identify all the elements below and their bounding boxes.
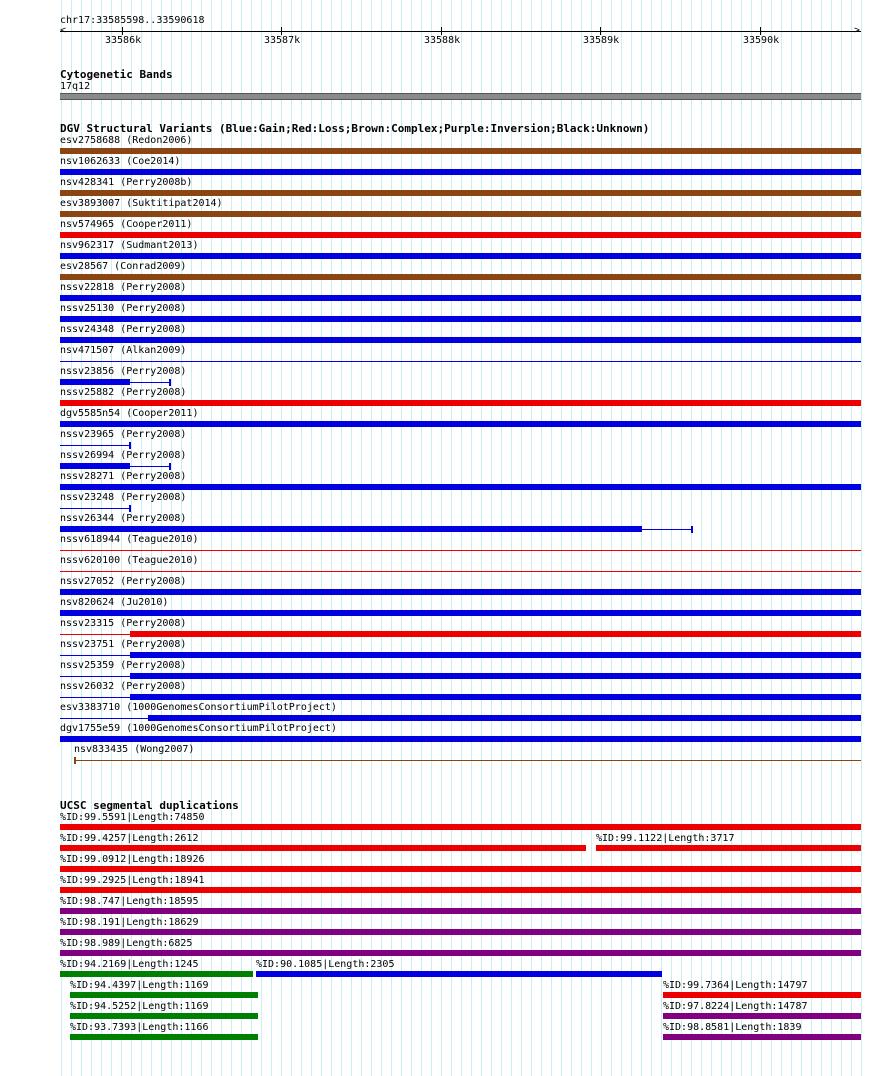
grid-line xyxy=(551,0,552,1076)
dgv-feature-label[interactable]: nsv471507 (Alkan2009) xyxy=(60,345,187,356)
dgv-feature-label[interactable]: nssv22818 (Perry2008) xyxy=(60,282,187,293)
grid-line xyxy=(691,0,692,1076)
segdup-feature-label[interactable]: %ID:98.191|Length:18629 xyxy=(60,917,199,928)
dgv-feature-label[interactable]: nsv428341 (Perry2008b) xyxy=(60,177,193,188)
dgv-feature-bar[interactable] xyxy=(60,400,861,406)
segdup-feature-label[interactable]: %ID:93.7393|Length:1166 xyxy=(70,1022,209,1033)
grid-line xyxy=(541,0,542,1076)
segdup-feature-bar[interactable] xyxy=(596,845,861,851)
grid-line xyxy=(631,0,632,1076)
dgv-feature-label[interactable]: nssv26994 (Perry2008) xyxy=(60,450,187,461)
ruler-location: chr17:33585598..33590618 xyxy=(60,15,205,26)
segdup-feature-label[interactable]: %ID:99.2925|Length:18941 xyxy=(60,875,205,886)
dgv-feature-label[interactable]: nssv25130 (Perry2008) xyxy=(60,303,187,314)
dgv-feature-bar[interactable] xyxy=(60,445,130,446)
dgv-feature-label[interactable]: esv3383710 (1000GenomesConsortiumPilotProject) xyxy=(60,702,337,713)
dgv-feature-bar[interactable] xyxy=(60,361,861,362)
segdup-feature-bar[interactable] xyxy=(60,845,586,851)
dgv-feature-label[interactable]: nssv23248 (Perry2008) xyxy=(60,492,187,503)
cytoband-track-title[interactable]: Cytogenetic Bands xyxy=(60,68,173,81)
dgv-feature-end-cap xyxy=(129,442,131,449)
ruler-tick xyxy=(122,27,123,35)
dgv-feature-label[interactable]: nssv26032 (Perry2008) xyxy=(60,681,187,692)
ruler-tick-label: 33590k xyxy=(743,35,780,46)
segdup-feature-bar[interactable] xyxy=(60,950,861,956)
dgv-feature-bar[interactable] xyxy=(60,736,861,742)
dgv-feature-bar[interactable] xyxy=(60,526,642,532)
dgv-feature-label[interactable]: nssv23751 (Perry2008) xyxy=(60,639,187,650)
dgv-feature-bar[interactable] xyxy=(60,211,861,217)
grid-line xyxy=(801,0,802,1076)
grid-line xyxy=(271,0,272,1076)
grid-line xyxy=(331,0,332,1076)
dgv-feature-label[interactable]: nssv23315 (Perry2008) xyxy=(60,618,187,629)
ruler-tick xyxy=(281,27,282,35)
grid-line xyxy=(571,0,572,1076)
dgv-feature-label[interactable]: nsv962317 (Sudmant2013) xyxy=(60,240,199,251)
segdup-feature-label[interactable]: %ID:98.747|Length:18595 xyxy=(60,896,199,907)
grid-line xyxy=(441,0,442,1076)
grid-line xyxy=(241,0,242,1076)
grid-line xyxy=(731,0,732,1076)
segdup-feature-bar[interactable] xyxy=(70,1034,258,1040)
grid-line xyxy=(291,0,292,1076)
dgv-feature-label[interactable]: esv3893007 (Suktitipat2014) xyxy=(60,198,223,209)
segdup-feature-label[interactable]: %ID:90.1085|Length:2305 xyxy=(256,959,395,970)
grid-line xyxy=(361,0,362,1076)
dgv-feature-bar[interactable] xyxy=(60,484,861,490)
segdup-feature-label[interactable]: %ID:99.7364|Length:14797 xyxy=(663,980,808,991)
grid-line xyxy=(661,0,662,1076)
dgv-feature-label[interactable]: nssv23965 (Perry2008) xyxy=(60,429,187,440)
dgv-feature-label[interactable]: nsv820624 (Ju2010) xyxy=(60,597,169,608)
grid-line xyxy=(811,0,812,1076)
grid-line xyxy=(861,0,862,1076)
dgv-feature-bar[interactable] xyxy=(60,676,130,677)
dgv-feature-bar[interactable] xyxy=(130,652,861,658)
grid-line xyxy=(501,0,502,1076)
dgv-feature-bar[interactable] xyxy=(60,571,861,572)
dgv-feature-label[interactable]: nssv23856 (Perry2008) xyxy=(60,366,187,377)
grid-line xyxy=(821,0,822,1076)
dgv-feature-bar[interactable] xyxy=(60,232,861,238)
cytoband-bar[interactable] xyxy=(60,93,861,100)
segdup-feature-label[interactable]: %ID:99.1122|Length:3717 xyxy=(596,833,735,844)
dgv-feature-bar[interactable] xyxy=(60,169,861,175)
segdup-feature-bar[interactable] xyxy=(70,992,258,998)
grid-line xyxy=(351,0,352,1076)
dgv-feature-bar[interactable] xyxy=(74,760,861,761)
dgv-feature-bar[interactable] xyxy=(130,631,861,637)
dgv-feature-label[interactable]: nssv26344 (Perry2008) xyxy=(60,513,187,524)
dgv-feature-bar[interactable] xyxy=(60,463,130,469)
grid-line xyxy=(221,0,222,1076)
grid-line xyxy=(281,0,282,1076)
dgv-feature-bar[interactable] xyxy=(148,715,861,721)
segdup-feature-bar[interactable] xyxy=(60,887,861,893)
dgv-feature-bar[interactable] xyxy=(60,379,130,385)
ruler-tick xyxy=(760,27,761,35)
segdup-feature-label[interactable]: %ID:99.0912|Length:18926 xyxy=(60,854,205,865)
segdup-feature-label[interactable]: %ID:99.4257|Length:2612 xyxy=(60,833,199,844)
segdup-feature-label[interactable]: %ID:99.5591|Length:74850 xyxy=(60,812,205,823)
dgv-feature-bar[interactable] xyxy=(60,337,861,343)
grid-line xyxy=(401,0,402,1076)
dgv-feature-bar[interactable] xyxy=(130,466,170,467)
segdup-feature-bar[interactable] xyxy=(663,1013,861,1019)
grid-line xyxy=(651,0,652,1076)
ruler-axis xyxy=(60,31,861,32)
dgv-feature-bar[interactable] xyxy=(60,253,861,259)
grid-line xyxy=(601,0,602,1076)
grid-line xyxy=(841,0,842,1076)
grid-line xyxy=(311,0,312,1076)
dgv-feature-label[interactable]: dgv1755e59 (1000GenomesConsortiumPilotProject) xyxy=(60,723,337,734)
grid-line xyxy=(791,0,792,1076)
dgv-feature-bar[interactable] xyxy=(130,382,170,383)
grid-line xyxy=(591,0,592,1076)
dgv-feature-label[interactable]: nssv25882 (Perry2008) xyxy=(60,387,187,398)
dgv-feature-bar[interactable] xyxy=(60,190,861,196)
grid-line xyxy=(761,0,762,1076)
grid-line xyxy=(681,0,682,1076)
grid-line xyxy=(301,0,302,1076)
grid-line xyxy=(581,0,582,1076)
segdup-feature-label[interactable]: %ID:97.8224|Length:14787 xyxy=(663,1001,808,1012)
ruler-tick-label: 33587k xyxy=(264,35,301,46)
segdup-feature-bar[interactable] xyxy=(60,971,253,977)
grid-line xyxy=(831,0,832,1076)
grid-line xyxy=(371,0,372,1076)
ruler-tick-label: 33588k xyxy=(424,35,461,46)
grid-line xyxy=(771,0,772,1076)
grid-line xyxy=(751,0,752,1076)
dgv-feature-end-cap xyxy=(169,463,171,470)
grid-line xyxy=(481,0,482,1076)
grid-line xyxy=(321,0,322,1076)
dgv-feature-bar[interactable] xyxy=(60,634,130,635)
dgv-feature-bar[interactable] xyxy=(60,550,861,551)
dgv-feature-label[interactable]: nssv28271 (Perry2008) xyxy=(60,471,187,482)
dgv-feature-bar[interactable] xyxy=(60,697,130,698)
grid-line xyxy=(611,0,612,1076)
ruler-left-arrow: < xyxy=(60,25,67,36)
segdup-feature-bar[interactable] xyxy=(60,929,861,935)
segdup-feature-label[interactable]: %ID:94.2169|Length:1245 xyxy=(60,959,199,970)
ruler-tick xyxy=(441,27,442,35)
grid-line xyxy=(461,0,462,1076)
ruler-tick-label: 33586k xyxy=(105,35,142,46)
grid-line xyxy=(781,0,782,1076)
dgv-feature-label[interactable]: nssv27052 (Perry2008) xyxy=(60,576,187,587)
dgv-feature-bar[interactable] xyxy=(130,673,861,679)
dgv-feature-label[interactable]: nssv24348 (Perry2008) xyxy=(60,324,187,335)
dgv-feature-bar[interactable] xyxy=(60,610,861,616)
grid-line xyxy=(671,0,672,1076)
grid-line xyxy=(511,0,512,1076)
grid-line xyxy=(721,0,722,1076)
dgv-feature-bar[interactable] xyxy=(130,694,861,700)
segdup-feature-bar[interactable] xyxy=(60,866,861,872)
segdup-feature-bar[interactable] xyxy=(663,992,861,998)
ruler-tick-label: 33589k xyxy=(583,35,620,46)
grid-line xyxy=(341,0,342,1076)
dgv-feature-bar[interactable] xyxy=(642,529,692,530)
segdup-feature-bar[interactable] xyxy=(60,824,861,830)
grid-line xyxy=(411,0,412,1076)
grid-line xyxy=(471,0,472,1076)
segdup-feature-label[interactable]: %ID:98.989|Length:6825 xyxy=(60,938,193,949)
grid-line xyxy=(381,0,382,1076)
dgv-feature-bar[interactable] xyxy=(60,421,861,427)
dgv-feature-label[interactable]: nssv25359 (Perry2008) xyxy=(60,660,187,671)
dgv-feature-label[interactable]: esv28567 (Conrad2009) xyxy=(60,261,187,272)
grid-line xyxy=(231,0,232,1076)
grid-line xyxy=(561,0,562,1076)
grid-line xyxy=(701,0,702,1076)
grid-line xyxy=(211,0,212,1076)
dgv-feature-label[interactable]: nsv833435 (Wong2007) xyxy=(74,744,195,755)
grid-line xyxy=(851,0,852,1076)
segdup-feature-bar[interactable] xyxy=(70,1013,258,1019)
dgv-feature-label[interactable]: nssv618944 (Teague2010) xyxy=(60,534,199,545)
dgv-feature-end-cap xyxy=(169,379,171,386)
dgv-feature-bar[interactable] xyxy=(60,274,861,280)
dgv-feature-bar[interactable] xyxy=(60,148,861,154)
dgv-feature-label[interactable]: nssv620100 (Teague2010) xyxy=(60,555,199,566)
grid-line xyxy=(641,0,642,1076)
dgv-feature-bar[interactable] xyxy=(60,316,861,322)
grid-line xyxy=(391,0,392,1076)
grid-line xyxy=(741,0,742,1076)
segdup-feature-label[interactable]: %ID:94.5252|Length:1169 xyxy=(70,1001,209,1012)
grid-line xyxy=(261,0,262,1076)
grid-line xyxy=(491,0,492,1076)
segdup-feature-label[interactable]: %ID:98.8581|Length:1839 xyxy=(663,1022,802,1033)
grid-line xyxy=(711,0,712,1076)
grid-line xyxy=(421,0,422,1076)
dgv-feature-end-cap xyxy=(129,505,131,512)
dgv-feature-bar[interactable] xyxy=(60,655,130,656)
grid-line xyxy=(251,0,252,1076)
dgv-track-title[interactable]: DGV Structural Variants (Blue:Gain;Red:Loss;Brown:Complex;Purple:Inversion;Black:Unknown) xyxy=(60,122,650,135)
dgv-feature-bar[interactable] xyxy=(60,295,861,301)
grid-line xyxy=(201,0,202,1076)
grid-line xyxy=(451,0,452,1076)
dgv-feature-label[interactable]: dgv5585n54 (Cooper2011) xyxy=(60,408,199,419)
grid-line xyxy=(531,0,532,1076)
segdup-feature-bar[interactable] xyxy=(256,971,662,977)
grid-line xyxy=(431,0,432,1076)
ruler-right-arrow: > xyxy=(854,25,861,36)
dgv-feature-label[interactable]: nsv1062633 (Coe2014) xyxy=(60,156,181,167)
dgv-feature-label[interactable]: esv2758688 (Redon2006) xyxy=(60,135,193,146)
dgv-feature-label[interactable]: nsv574965 (Cooper2011) xyxy=(60,219,193,230)
dgv-feature-start-cap xyxy=(74,757,76,764)
grid-line xyxy=(621,0,622,1076)
segdup-feature-label[interactable]: %ID:94.4397|Length:1169 xyxy=(70,980,209,991)
cytoband-label: 17q12 xyxy=(60,81,91,92)
dgv-feature-end-cap xyxy=(691,526,693,533)
dgv-feature-bar[interactable] xyxy=(60,589,861,595)
segdup-track-title[interactable]: UCSC segmental duplications xyxy=(60,799,239,812)
segdup-feature-bar[interactable] xyxy=(663,1034,861,1040)
grid-line xyxy=(521,0,522,1076)
ruler-tick xyxy=(600,27,601,35)
dgv-feature-bar[interactable] xyxy=(60,718,148,719)
segdup-feature-bar[interactable] xyxy=(60,908,861,914)
dgv-feature-bar[interactable] xyxy=(60,508,130,509)
